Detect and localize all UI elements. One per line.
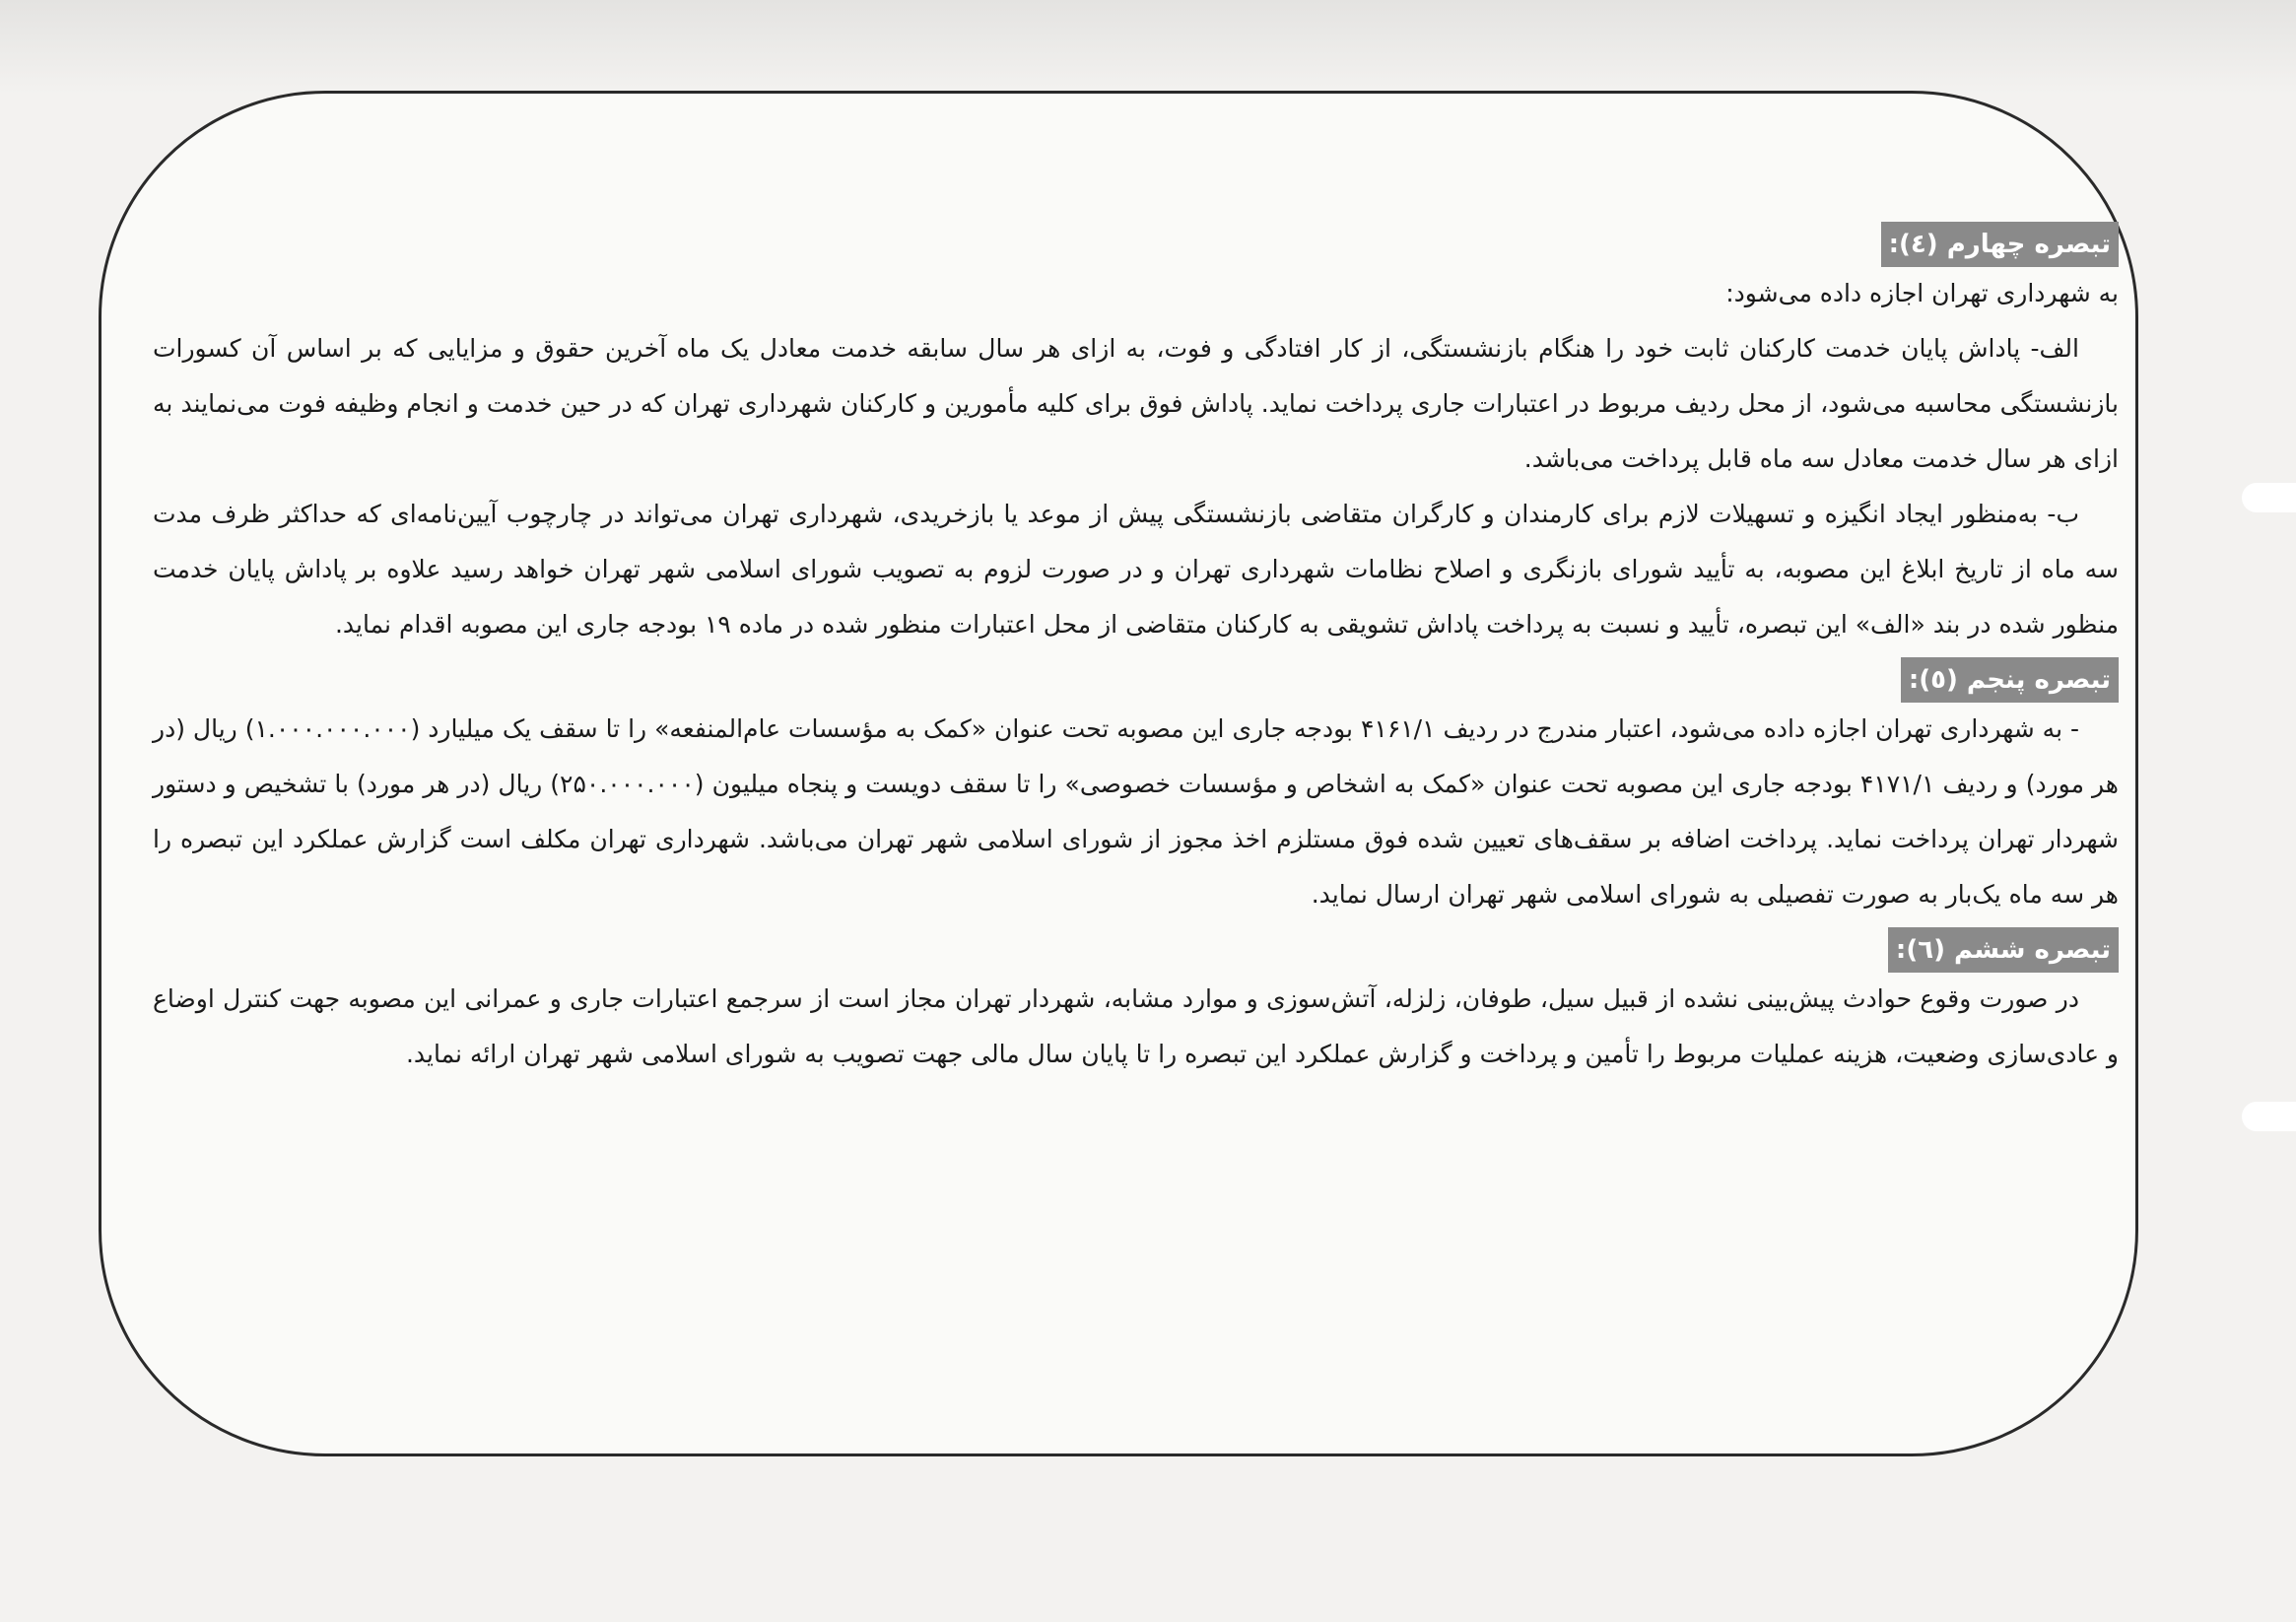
note-six-heading-row xyxy=(153,922,2119,972)
document-body xyxy=(153,217,2119,1301)
note-four-heading-row xyxy=(153,217,2119,266)
note-four-intro: به شهرداری تهران اجازه داده می‌شود: xyxy=(1725,279,2119,307)
note-five-paragraph: - به شهرداری تهران اجازه داده می‌شود، اعتبار مندرج در ردیف ۴۱۶۱/۱ بودجه جاری این مصوبه تحت عنوان «کمک به مؤسسات عام‌المنفعه» را تا سقف یک میلیارد (۱.۰۰۰.۰۰۰.۰۰۰) ریال (در هر مورد) و ردیف ۴۱۷۱/۱ بودجه جاری این مصوبه تحت عنوان «کمک به اشخاص و مؤسسات خصوصی» را تا سقف دویست و پنجاه میلیون (۲۵۰.۰۰۰.۰۰۰) ریال (در هر مورد) با تشخیص و دستور شهردار تهران پرداخت نماید. پرداخت اضافه بر سقف‌های تعیین شده فوق مستلزم اخذ مجوز از شورای اسلامی شهر تهران می‌باشد. شهرداری تهران مکلف است گزارش عملکرد این تبصره را هر سه ماه یک‌بار به صورت تفصیلی به شورای اسلامی شهر تهران ارسال نماید. xyxy=(153,714,2119,909)
note-six-heading: تبصره ششم (٦): xyxy=(1888,927,2119,973)
note-five-heading-row xyxy=(153,652,2119,702)
scan-edge-mark xyxy=(2242,483,2296,512)
note-four-clause-b: ب- به‌منظور ایجاد انگیزه و تسهیلات لازم برای کارمندان و کارگران متقاضی بازنشستگی پیش از موعد یا بازخریدی، شهرداری تهران می‌تواند در چارچوب آیین‌نامه‌ای که حداکثر ظرف مدت سه ماه از تاریخ ابلاغ این مصوبه، به تأیید شورای بازنگری و اصلاح نظامات شهرداری تهران و در صورت لزوم به تصویب شورای اسلامی شهر تهران خواهد رسید علاوه بر پاداش پایان خدمت منظور شده در بند «الف» این تبصره، تأیید و نسبت به پرداخت پاداش تشویقی به کارکنان متقاضی از محل اعتبارات منظور شده در ماده ١٩ بودجه جاری این مصوبه اقدام نماید. xyxy=(153,500,2119,639)
scan-top-shadow xyxy=(0,0,2296,95)
note-five-heading: تبصره پنجم (٥): xyxy=(1901,657,2119,703)
note-four-heading: تبصره چهارم (٤): xyxy=(1881,222,2119,267)
note-six-paragraph: در صورت وقوع حوادث پیش‌بینی نشده از قبیل سیل، طوفان، زلزله، آتش‌سوزی و موارد مشابه، شهردار تهران مجاز است از سرجمع اعتبارات جاری و عمرانی این مصوبه جهت کنترل اوضاع و عادی‌سازی وضعیت، هزینه عملیات مربوط را تأمین و پرداخت و گزارش عملکرد این تبصره را تا پایان سال مالی جهت تصویب به شورای اسلامی شهر تهران ارائه نماید. xyxy=(153,984,2119,1068)
scan-edge-mark xyxy=(2242,1102,2296,1131)
note-four-clause-a: الف- پاداش پایان خدمت کارکنان ثابت خود را هنگام بازنشستگی، از کار افتادگی و فوت، به ازای هر سال سابقه خدمت معادل یک ماه آخرین حقوق و مزایایی که بر اساس آن کسورات بازنشستگی محاسبه می‌شود، از محل ردیف مربوط در اعتبارات جاری پرداخت نماید. پاداش فوق برای کلیه مأمورین و کارکنان شهرداری تهران که در حین خدمت و انجام وظیفه فوت می‌نمایند به ازای هر سال خدمت معادل سه ماه قابل پرداخت می‌باشد. xyxy=(153,334,2119,473)
